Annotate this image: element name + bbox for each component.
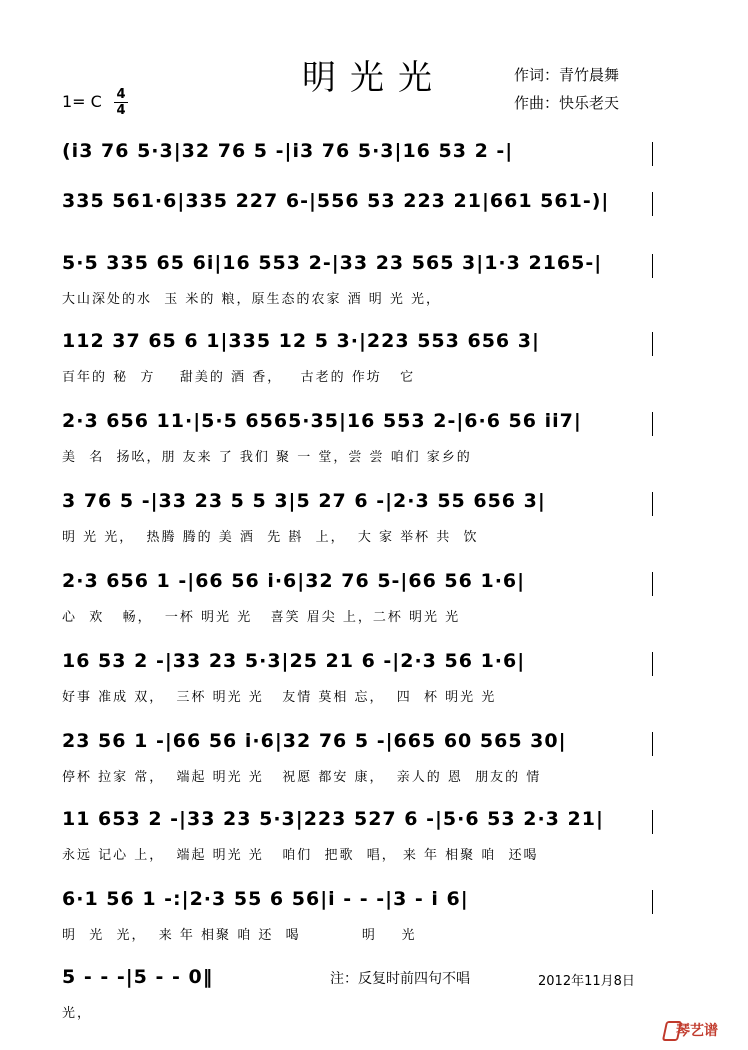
lyrics-row: 明 光 光， 来 年 相聚 咱 还 喝 明 光 — [62, 928, 417, 943]
notation-row: 112 37 65 6 1|335 12 5 3·|223 553 656 3| — [62, 330, 540, 352]
composer-credit: 作曲：快乐老天 — [514, 94, 620, 112]
notation-row: 23 56 1 -|66 56 i·6|32 76 5 -|665 60 565 30| — [62, 730, 567, 752]
notation-row: 11 653 2 -|33 23 5·3|223 527 6 -|5·6 53 2·3 21| — [62, 808, 604, 830]
lyrics-row: 明 光 光， 热腾 腾的 美 酒 先 斟 上， 大 家 举杯 共 饮 — [62, 530, 479, 545]
time-signature-top: 4 — [116, 87, 126, 102]
lyrics-row: 心 欢 畅， 一杯 明光 光 喜笑 眉尖 上，二杯 明光 光 — [62, 610, 461, 625]
footer-date: 2012年11月8日 — [538, 974, 635, 989]
notation-row: 6·1 56 1 -:|2·3 55 6 56|i - - -|3 - i 6| — [62, 888, 469, 910]
notation-row: 3 76 5 -|33 23 5 5 3|5 27 6 -|2·3 55 656 3| — [62, 490, 546, 512]
time-signature — [114, 88, 128, 117]
notation-row: (i3 76 5·3|32 76 5 -|i3 76 5·3|16 53 2 -| — [62, 140, 514, 162]
lyricist-credit: 作词：青竹晨舞 — [514, 66, 620, 84]
barline — [652, 412, 653, 436]
lyrics-row: 光， — [62, 1006, 93, 1021]
lyrics-row: 百年的 秘 方 甜美的 酒 香， 古老的 作坊 它 — [62, 370, 416, 385]
barline — [652, 890, 653, 914]
barline — [652, 492, 653, 516]
barline — [652, 810, 653, 834]
lyrics-row: 停杯 拉家 常， 端起 明光 光 祝愿 都安 康， 亲人的 恩 朋友的 情 — [62, 770, 542, 785]
barline — [652, 332, 653, 356]
site-logo: 琴艺谱 — [676, 1023, 718, 1039]
barline — [652, 142, 653, 166]
lyrics-row: 美 名 扬吆，朋 友来 了 我们 聚 一 堂，尝 尝 咱们 家乡的 — [62, 450, 472, 465]
notation-row: 2·3 656 11·|5·5 6565·35|16 553 2-|6·6 56 ii7| — [62, 410, 582, 432]
notation-row: 2·3 656 1 -|66 56 i·6|32 76 5-|66 56 1·6| — [62, 570, 526, 592]
barline — [652, 652, 653, 676]
barline — [652, 192, 653, 216]
footer-note: 注：反复时前四句不唱 — [330, 971, 470, 987]
notation-row: 335 561·6|335 227 6-|556 53 223 21|661 561-)| — [62, 190, 610, 212]
barline — [652, 254, 653, 278]
notation-row: 5 - - -|5 - - 0‖ — [62, 966, 214, 988]
notation-row: 16 53 2 -|33 23 5·3|25 21 6 -|2·3 56 1·6| — [62, 650, 526, 672]
barline — [652, 732, 653, 756]
barline — [652, 572, 653, 596]
time-signature-bottom: 4 — [116, 103, 126, 118]
song-title: 明光光 — [302, 58, 446, 98]
lyrics-row: 永远 记心 上， 端起 明光 光 咱们 把歌 唱， 来 年 相聚 咱 还喝 — [62, 848, 539, 863]
lyrics-row: 好事 准成 双， 三杯 明光 光 友情 莫相 忘， 四 杯 明光 光 — [62, 690, 497, 705]
notation-row: 5·5 335 65 6i|16 553 2-|33 23 565 3|1·3 2165-| — [62, 252, 603, 274]
lyrics-row: 大山深处的水 玉 米的 粮，原生态的农家 酒 明 光 光， — [62, 292, 442, 307]
key-signature: 1= C — [62, 92, 102, 111]
